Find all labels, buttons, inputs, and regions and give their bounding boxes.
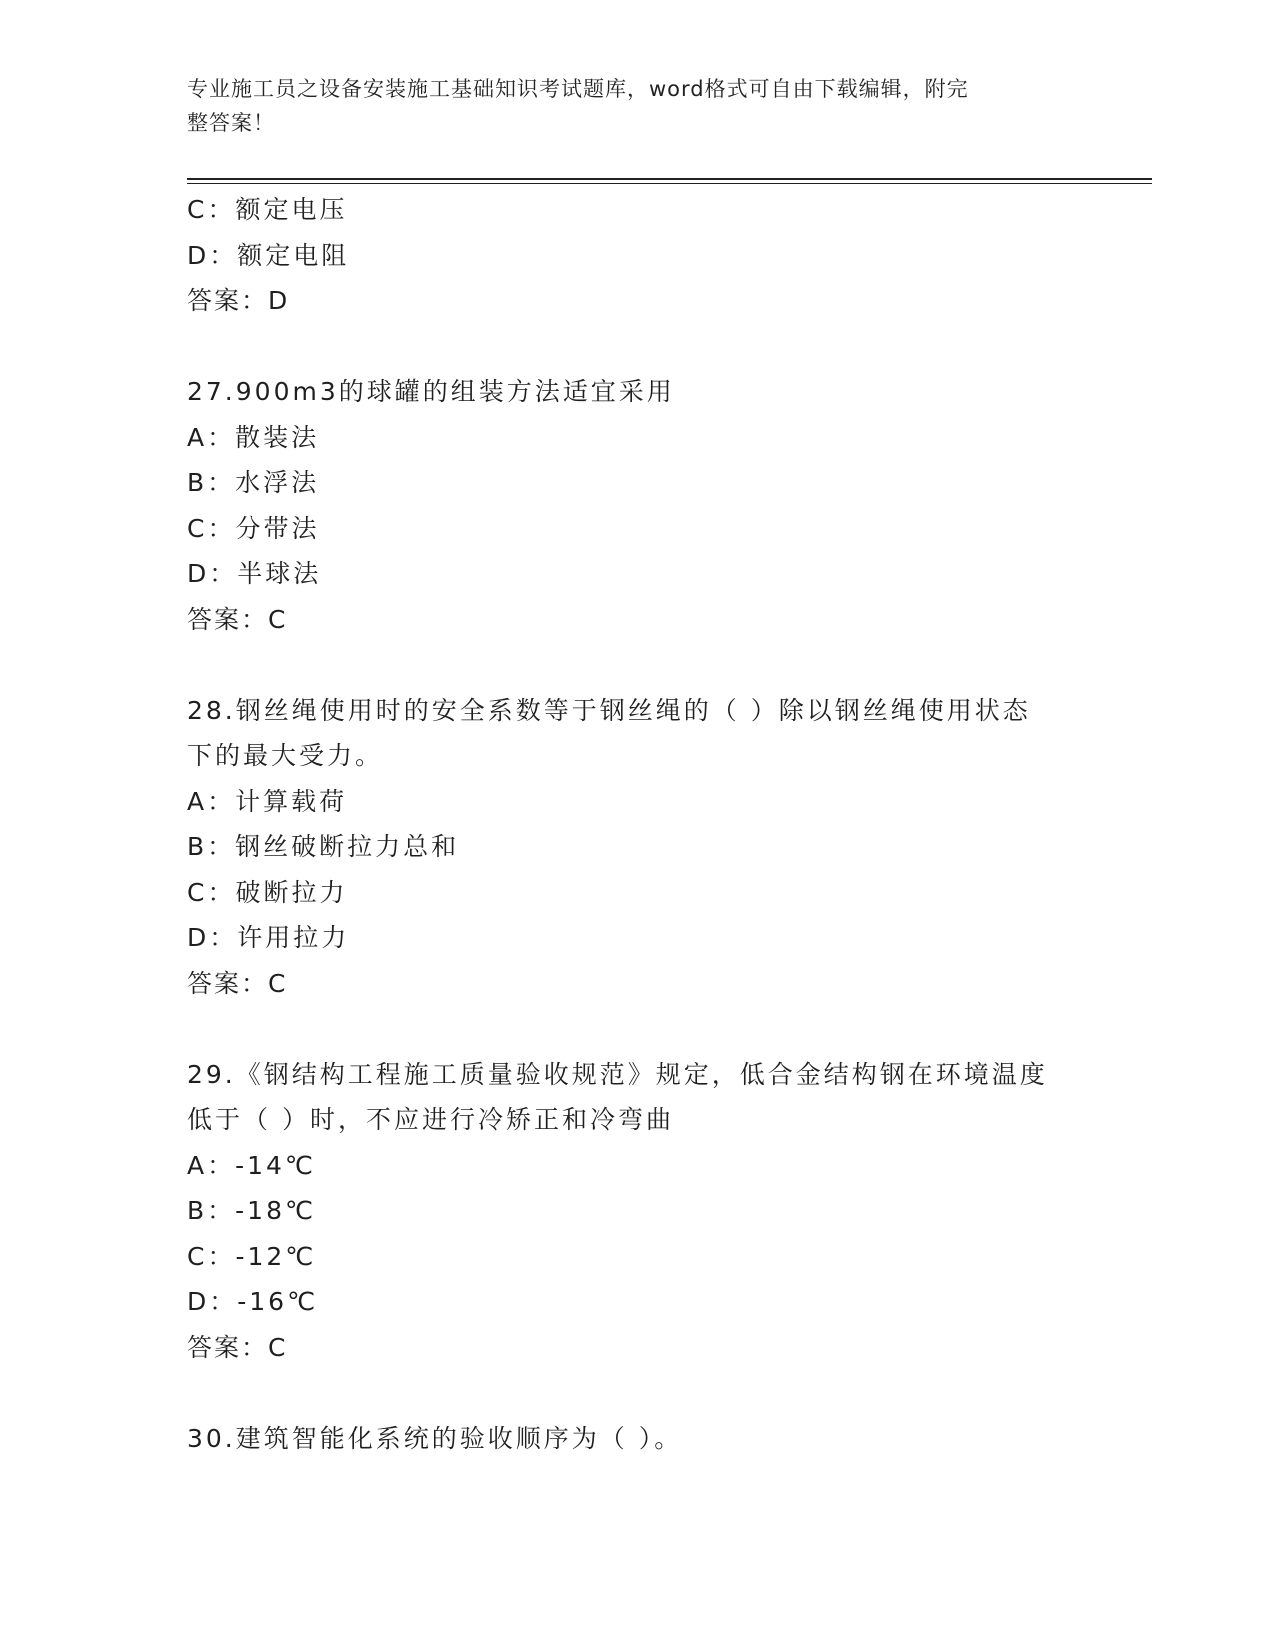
answer-line: 答案：C	[187, 1332, 288, 1362]
question-text: 30.建筑智能化系统的验收顺序为（ ）。	[187, 1423, 683, 1453]
question-28	[187, 688, 1087, 1007]
prev-question-block	[187, 187, 1087, 324]
answer-line: 答案：C	[187, 968, 288, 998]
header-divider-thin	[187, 183, 1152, 184]
option-a: A：散装法	[187, 422, 320, 452]
answer-line: 答案：C	[187, 604, 288, 634]
answer-line: 答案：D	[187, 286, 290, 315]
question-text: 28.钢丝绳使用时的安全系数等于钢丝绳的（ ）除以钢丝绳使用状态	[187, 695, 1031, 725]
option-c: C：分带法	[187, 513, 320, 543]
option-d: D：半球法	[187, 559, 322, 588]
spacer	[187, 324, 1087, 370]
option-c: C：-12℃	[187, 1241, 317, 1271]
option-d: D：许用拉力	[187, 923, 350, 952]
question-text: 27.900m3的球罐的组装方法适宜采用	[187, 377, 675, 406]
question-list	[187, 187, 1087, 1461]
option-b: B：钢丝破断拉力总和	[187, 832, 460, 861]
question-text: 29.《钢结构工程施工质量验收规范》规定，低合金结构钢在环境温度	[187, 1059, 1048, 1089]
option-a: A：计算载荷	[187, 786, 348, 816]
spacer	[187, 642, 1087, 688]
header-line-2: 整答案！	[187, 111, 275, 135]
option-c: C：额定电压	[187, 195, 348, 224]
spacer	[187, 1370, 1087, 1416]
document-header	[187, 72, 1067, 140]
question-30	[187, 1416, 1087, 1462]
question-27	[187, 369, 1087, 642]
option-b: B：-18℃	[187, 1196, 317, 1225]
question-text-continued: 低于（ ）时，不应进行冷矫正和冷弯曲	[187, 1105, 674, 1134]
question-29	[187, 1052, 1087, 1371]
header-divider-thick	[187, 178, 1152, 180]
spacer	[187, 1006, 1087, 1052]
option-c: C：破断拉力	[187, 877, 348, 907]
question-text-continued: 下的最大受力。	[187, 741, 384, 770]
header-line-1: 专业施工员之设备安装施工基础知识考试题库，word格式可自由下载编辑，附完	[187, 77, 969, 101]
option-d: D：-16℃	[187, 1287, 319, 1316]
option-a: A：-14℃	[187, 1150, 317, 1180]
option-d: D：额定电阻	[187, 240, 350, 270]
option-b: B：水浮法	[187, 468, 320, 497]
